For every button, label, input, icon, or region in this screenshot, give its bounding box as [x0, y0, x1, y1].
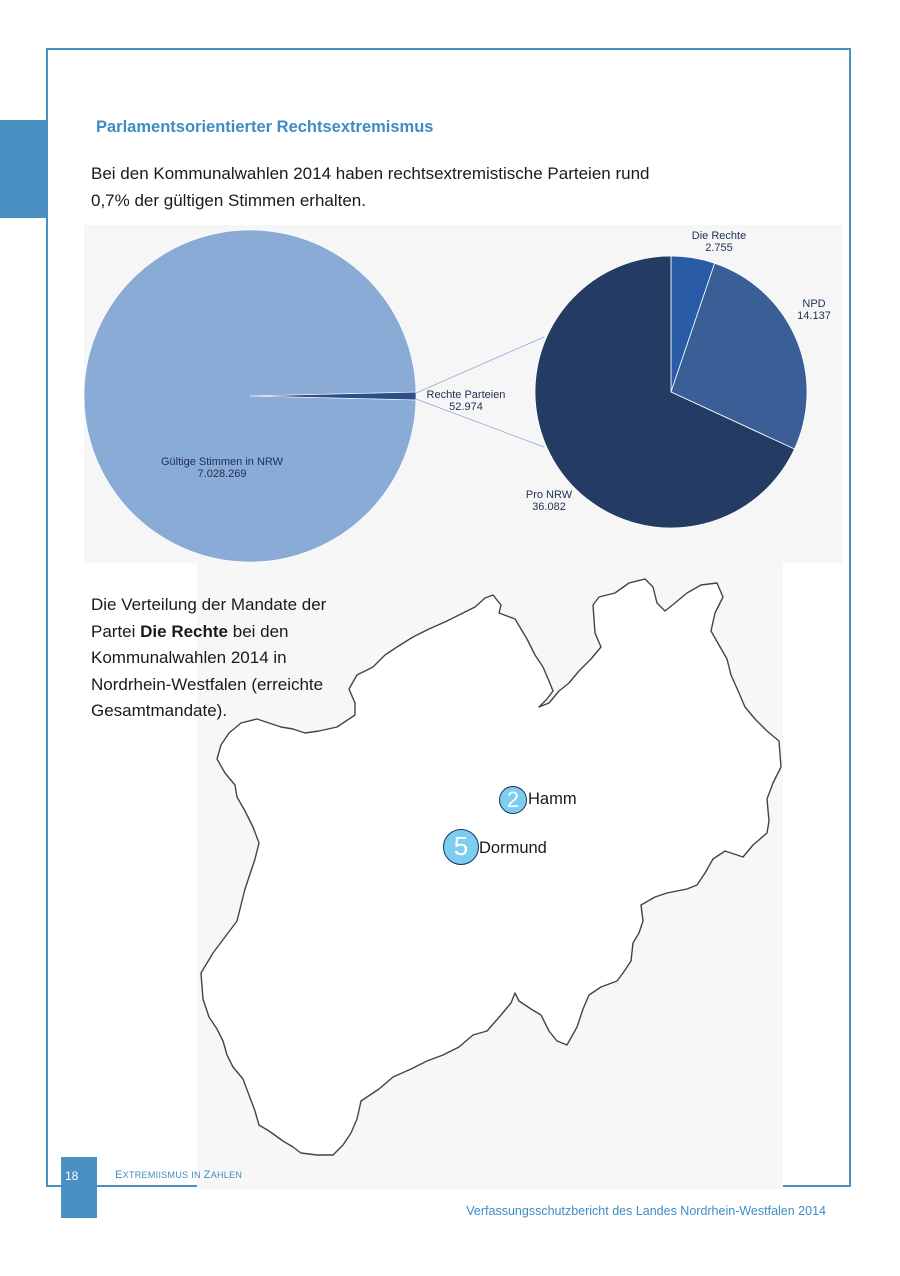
map-text-prefix: Die Verteilung der Mandate der Partei — [91, 595, 327, 641]
section-heading: Parlamentsorientierter Rechtsextremismus — [96, 118, 434, 136]
running-head-initial-z: Z — [203, 1169, 211, 1181]
connector-line-top — [416, 337, 544, 393]
intro-paragraph: Bei den Kommunalwahlen 2014 haben rechtsextremistische Parteien rund 0,7% der gültigen Stimmen erhalten. — [91, 164, 650, 210]
label-g-ltige-stimmen-in-nrw: Gültige Stimmen in NRW 7.028.269 — [160, 456, 284, 480]
running-head — [115, 1169, 242, 1181]
label-pro-nrw: Pro NRW 36.082 — [525, 489, 573, 513]
label-npd: NPD 14.137 — [797, 298, 831, 322]
pie-chart-panel — [84, 225, 842, 563]
page-number: 18 — [61, 1157, 97, 1218]
page-footer: Verfassungsschutzbericht des Landes Nordrhein-Westfalen 2014 — [466, 1204, 826, 1218]
hamm-mandate-marker: 2 — [499, 786, 527, 814]
hamm-label: Hamm — [528, 790, 577, 808]
map-text-suffix: bei den Kommunalwahlen 2014 in Nordrhein-Westfalen (erreichte Gesamtmandate). — [91, 621, 324, 720]
running-head-initial-e: E — [115, 1169, 123, 1181]
pie-chart-svg — [84, 225, 842, 563]
dortmund-mandate-marker: 5 — [443, 829, 479, 865]
dortmund-label: Dormund — [479, 839, 547, 857]
label-rechte-parteien: Rechte Parteien 52.974 — [426, 389, 506, 413]
side-tab-marker — [0, 120, 47, 218]
map-description — [91, 592, 351, 725]
label-die-rechte: Die Rechte 2.755 — [691, 230, 747, 254]
running-head-part-2: AHLEN — [210, 1170, 243, 1180]
map-text-party: Die Rechte — [140, 621, 229, 641]
running-head-part-1: XTREMIISMUS IN — [122, 1170, 204, 1180]
